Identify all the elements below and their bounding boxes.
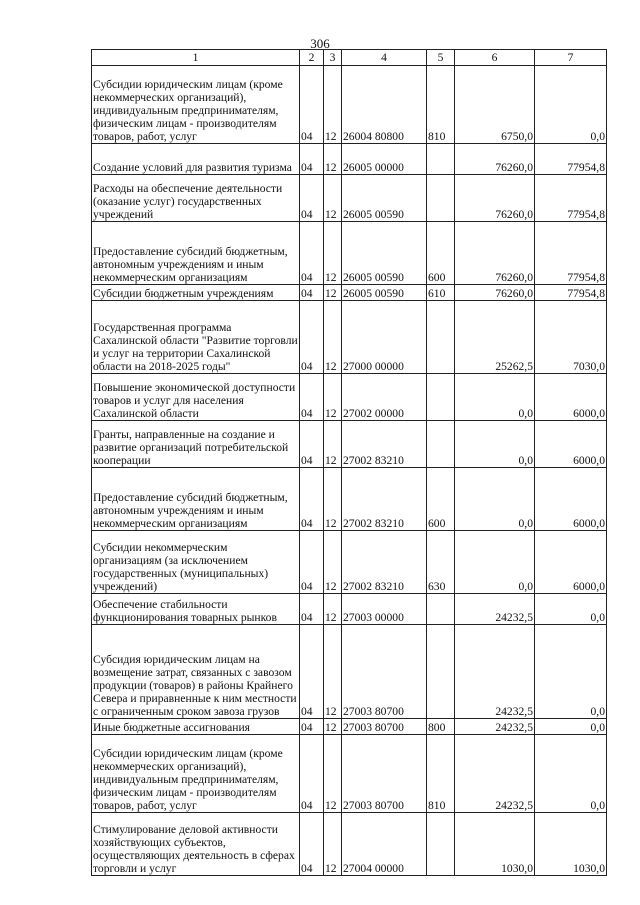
- amount-col-7: 7030,0: [535, 301, 607, 374]
- row-name: Создание условий для развития туризма: [92, 144, 300, 175]
- target-article-code: 27002 00000: [342, 374, 427, 421]
- amount-col-7: 6000,0: [535, 531, 607, 594]
- row-name: Иные бюджетные ассигнования: [92, 719, 300, 735]
- section-code: 04: [300, 421, 324, 468]
- table-row: [92, 468, 607, 531]
- page-number: 306: [310, 36, 330, 51]
- row-name: Государственная программа Сахалинской области "Развитие торговли и услуг на территории Сахалинской области на 2018-2025 годы": [92, 301, 300, 374]
- expense-type-code: [427, 301, 455, 374]
- amount-col-7: 77954,8: [535, 222, 607, 285]
- section-code: 04: [300, 719, 324, 735]
- subsection-code: 12: [324, 66, 342, 144]
- subsection-code: 12: [324, 222, 342, 285]
- amount-col-6: 76260,0: [455, 285, 535, 301]
- column-header: 1: [92, 50, 300, 66]
- subsection-code: 12: [324, 144, 342, 175]
- expense-type-code: [427, 144, 455, 175]
- target-article-code: 27000 00000: [342, 301, 427, 374]
- expense-type-code: [427, 421, 455, 468]
- table-row: [92, 374, 607, 421]
- table-row: [92, 594, 607, 625]
- subsection-code: 12: [324, 531, 342, 594]
- row-name: Субсидии юридическим лицам (кроме некоммерческих организаций), индивидуальным предпринимателям, физическим лицам - производителям товаров, работ, услуг: [92, 66, 300, 144]
- section-code: 04: [300, 594, 324, 625]
- expense-type-code: 810: [427, 735, 455, 813]
- section-code: 04: [300, 735, 324, 813]
- target-article-code: 27003 80700: [342, 735, 427, 813]
- section-code: 04: [300, 222, 324, 285]
- row-name: Субсидии некоммерческим организациям (за исключением государственных (муниципальных) учреждений): [92, 531, 300, 594]
- expense-type-code: [427, 175, 455, 222]
- target-article-code: 27003 00000: [342, 594, 427, 625]
- section-code: 04: [300, 144, 324, 175]
- subsection-code: 12: [324, 285, 342, 301]
- expense-type-code: 600: [427, 222, 455, 285]
- section-code: 04: [300, 531, 324, 594]
- expense-type-code: 630: [427, 531, 455, 594]
- expense-type-code: [427, 374, 455, 421]
- target-article-code: 27003 80700: [342, 625, 427, 719]
- section-code: 04: [300, 285, 324, 301]
- section-code: 04: [300, 813, 324, 876]
- amount-col-6: 24232,5: [455, 735, 535, 813]
- amount-col-6: 76260,0: [455, 175, 535, 222]
- subsection-code: 12: [324, 735, 342, 813]
- table-row: [92, 66, 607, 144]
- row-name: Субсидия юридическим лицам на возмещение затрат, связанных с завозом продукции (товаров) в районы Крайнего Севера и приравненные к ним местности с ограниченным сроком завоза грузов: [92, 625, 300, 719]
- amount-col-7: 1030,0: [535, 813, 607, 876]
- expense-type-code: [427, 813, 455, 876]
- column-header: 5: [427, 50, 455, 66]
- amount-col-7: 0,0: [535, 66, 607, 144]
- row-name: Предоставление субсидий бюджетным, автономным учреждениям и иным некоммерческим организациям: [92, 222, 300, 285]
- column-header: 2: [300, 50, 324, 66]
- subsection-code: 12: [324, 813, 342, 876]
- target-article-code: 27002 83210: [342, 468, 427, 531]
- target-article-code: 26005 00590: [342, 285, 427, 301]
- row-name: Предоставление субсидий бюджетным, автономным учреждениям и иным некоммерческим организациям: [92, 468, 300, 531]
- expense-type-code: 810: [427, 66, 455, 144]
- section-code: 04: [300, 175, 324, 222]
- target-article-code: 26005 00590: [342, 222, 427, 285]
- amount-col-7: 6000,0: [535, 421, 607, 468]
- table-row: [92, 719, 607, 735]
- table-row: [92, 531, 607, 594]
- row-name: Повышение экономической доступности товаров и услуг для населения Сахалинской области: [92, 374, 300, 421]
- expense-type-code: 800: [427, 719, 455, 735]
- subsection-code: 12: [324, 719, 342, 735]
- table-row: [92, 301, 607, 374]
- table-row: [92, 144, 607, 175]
- amount-col-7: 0,0: [535, 594, 607, 625]
- expense-type-code: 610: [427, 285, 455, 301]
- header-row: [92, 50, 607, 66]
- column-header: 3: [324, 50, 342, 66]
- target-article-code: 27004 00000: [342, 813, 427, 876]
- target-article-code: 26005 00000: [342, 144, 427, 175]
- amount-col-6: 24232,5: [455, 719, 535, 735]
- column-header: 6: [455, 50, 535, 66]
- amount-col-6: 24232,5: [455, 594, 535, 625]
- table-row: [92, 285, 607, 301]
- subsection-code: 12: [324, 625, 342, 719]
- expense-type-code: [427, 594, 455, 625]
- row-name: Субсидии бюджетным учреждениям: [92, 285, 300, 301]
- column-header: 4: [342, 50, 427, 66]
- row-name: Стимулирование деловой активности хозяйствующих субъектов, осуществляющих деятельность в сферах торговли и услуг: [92, 813, 300, 876]
- table-row: [92, 625, 607, 719]
- target-article-code: 27002 83210: [342, 421, 427, 468]
- amount-col-7: 77954,8: [535, 144, 607, 175]
- budget-table: [91, 49, 607, 876]
- amount-col-6: 0,0: [455, 374, 535, 421]
- amount-col-6: 0,0: [455, 468, 535, 531]
- target-article-code: 27003 80700: [342, 719, 427, 735]
- amount-col-6: 24232,5: [455, 625, 535, 719]
- table-row: [92, 222, 607, 285]
- row-name: Расходы на обеспечение деятельности (оказание услуг) государственных учреждений: [92, 175, 300, 222]
- table-row: [92, 735, 607, 813]
- subsection-code: 12: [324, 175, 342, 222]
- expense-type-code: [427, 625, 455, 719]
- table-row: [92, 813, 607, 876]
- amount-col-6: 0,0: [455, 421, 535, 468]
- subsection-code: 12: [324, 594, 342, 625]
- amount-col-6: 25262,5: [455, 301, 535, 374]
- row-name: Обеспечение стабильности функционирования товарных рынков: [92, 594, 300, 625]
- amount-col-6: 0,0: [455, 531, 535, 594]
- amount-col-7: 6000,0: [535, 468, 607, 531]
- amount-col-7: 77954,8: [535, 285, 607, 301]
- target-article-code: 27002 83210: [342, 531, 427, 594]
- amount-col-6: 76260,0: [455, 222, 535, 285]
- amount-col-7: 0,0: [535, 735, 607, 813]
- table-row: [92, 421, 607, 468]
- table-row: [92, 175, 607, 222]
- amount-col-7: 0,0: [535, 625, 607, 719]
- row-name: Субсидии юридическим лицам (кроме некоммерческих организаций), индивидуальным предпринимателям, физическим лицам - производителям товаров, работ, услуг: [92, 735, 300, 813]
- subsection-code: 12: [324, 374, 342, 421]
- subsection-code: 12: [324, 468, 342, 531]
- amount-col-6: 6750,0: [455, 66, 535, 144]
- amount-col-7: 6000,0: [535, 374, 607, 421]
- section-code: 04: [300, 66, 324, 144]
- section-code: 04: [300, 625, 324, 719]
- amount-col-6: 76260,0: [455, 144, 535, 175]
- target-article-code: 26005 00590: [342, 175, 427, 222]
- column-header: 7: [535, 50, 607, 66]
- amount-col-7: 0,0: [535, 719, 607, 735]
- section-code: 04: [300, 468, 324, 531]
- subsection-code: 12: [324, 421, 342, 468]
- section-code: 04: [300, 301, 324, 374]
- amount-col-6: 1030,0: [455, 813, 535, 876]
- subsection-code: 12: [324, 301, 342, 374]
- row-name: Гранты, направленные на создание и развитие организаций потребительской кооперации: [92, 421, 300, 468]
- section-code: 04: [300, 374, 324, 421]
- expense-type-code: 600: [427, 468, 455, 531]
- target-article-code: 26004 80800: [342, 66, 427, 144]
- amount-col-7: 77954,8: [535, 175, 607, 222]
